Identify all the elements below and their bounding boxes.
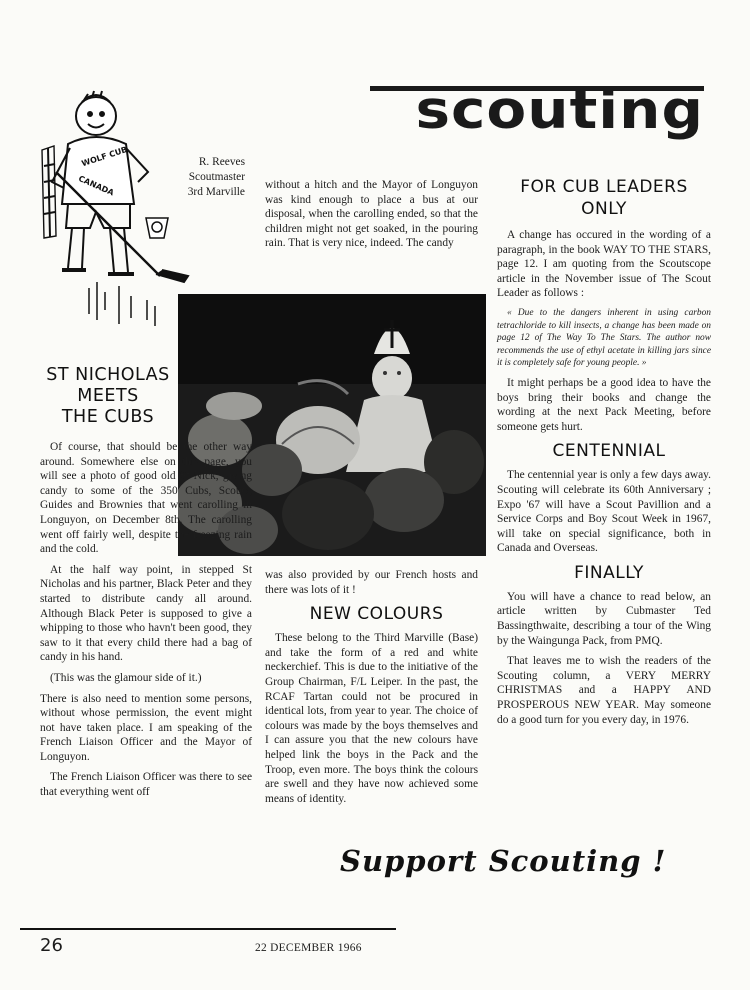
heading-line: ST NICHOLAS (46, 365, 170, 385)
column-cub-leaders (497, 176, 711, 733)
paragraph: You will have a chance to read below, an article written by Cubmaster Ted Bassingthwaite, describing a tour of the Wing by the Waingunga Pack, from PMQ. (497, 590, 711, 647)
heading-line: ONLY (581, 199, 627, 219)
page-number: 26 (40, 935, 63, 956)
heading-line: MEETS (77, 386, 139, 406)
column-new-colours (265, 568, 478, 812)
quotation: « Due to the dangers inherent in using carbon tetrachloride to kill insects, a change has been made on page 12 of The Way To The Stars. The author now recommends the use of ethyl acetate in killing jars since it is completely safe for young people. » (497, 307, 711, 369)
sweater-text-2: CANADA (77, 173, 116, 198)
paragraph: The centennial year is only a few days away. Scouting will celebrate its 60th Anniversary ; Expo '67 will have a Scout Pavillion and a Service Corps and Boy Scout Week in 1967, will take on special significance, both in Canada and Overseas. (497, 469, 711, 555)
paragraph: A change has occured in the wording of a paragraph, in the book WAY TO THE STARS, page 12. I am quoting from the Scoutscope article in the November issue of The Scout Leader as follows : (497, 229, 711, 300)
finally-heading: FINALLY (574, 562, 644, 583)
support-scouting-signoff: Support Scouting ! (340, 844, 667, 878)
author-name: R. Reeves (198, 156, 245, 168)
footer-rule (20, 928, 396, 930)
st-nicholas-heading (20, 365, 196, 428)
new-colours-heading: NEW COLOURS (309, 604, 444, 625)
paragraph: (This was the glamour side of it.) (50, 671, 202, 684)
centennial-heading: CENTENNIAL (552, 441, 666, 462)
column-continued-top (265, 178, 478, 257)
paragraph: was also provided by our French hosts and there was lots of it ! (265, 569, 478, 596)
heading-line: THE CUBS (61, 407, 155, 427)
paragraph: The French Liaison Officer was there to see that everything went off (40, 771, 252, 799)
author-unit: 3rd Marville (187, 186, 245, 198)
paragraph: It might perhaps be a good idea to have the boys bring their books and change the wording at the next Pack Meeting, before someone gets hurt. (497, 376, 711, 433)
sweater-text-1: WOLF CUB (80, 145, 129, 169)
paragraph: Of course, that should be the other way around. Somewhere else on this page, you will see a photo of good old St Nick, giving candy to some of the 350 Cubs, Scouts, Guides and Brownies that went carolling in Longuyon, on December 8th. The carolling went off fairly well, despite the freezing rain and the cold. (40, 441, 252, 556)
byline (150, 155, 245, 200)
paragraph: without a hitch and the Mayor of Longuyon was kind enough to place a bus at our disposal, when the carolling ended, so that the children might not get soaked, in the pouring rain. That is very nice, indeed. The candy (265, 179, 478, 250)
heading-line: FOR CUB LEADERS (520, 177, 688, 197)
paragraph: There is also need to mention some persons, without whose permission, the event might not have taken place. I am speaking of the French Liaison Officer and the Mayor of Longuyon. (40, 692, 252, 763)
paragraph: That leaves me to wish the readers of the Scouting column, a VERY MERRY CHRISTMAS and a HAPPY AND PROSPEROUS NEW YEAR. May someone do a good turn for you every day, in 1976. (497, 655, 711, 726)
paragraph: At the half way point, in stepped St Nicholas and his partner, Black Peter and they started to distribute candy all around. Although Black Peter is supposed to give a whipping to those who havn't been good, they saw to it that every child there had a bag of candy in his hand. (40, 563, 252, 664)
author-role: Scoutmaster (188, 171, 245, 183)
page-title: scouting (415, 79, 704, 141)
issue-date: 22 DECEMBER 1966 (255, 942, 362, 954)
cub-leaders-heading (497, 176, 711, 220)
decorative-sketch-lines (85, 280, 165, 335)
column-st-nicholas (40, 440, 252, 806)
paragraph: These belong to the Third Marville (Base) and take the form of a red and white neckerchief. This is due to the initiative of the Group Chairman, F/L Leiper. In the past, the RCAF Tartan could not be procured in identical lots, from year to year. The choice of colours was made by the boys themselves and I can assure you that the new colours have helped link the boys in the Pack and the Troop, even more. The boys think the colours are swell and they have now achieved some means of identity. (265, 632, 478, 805)
